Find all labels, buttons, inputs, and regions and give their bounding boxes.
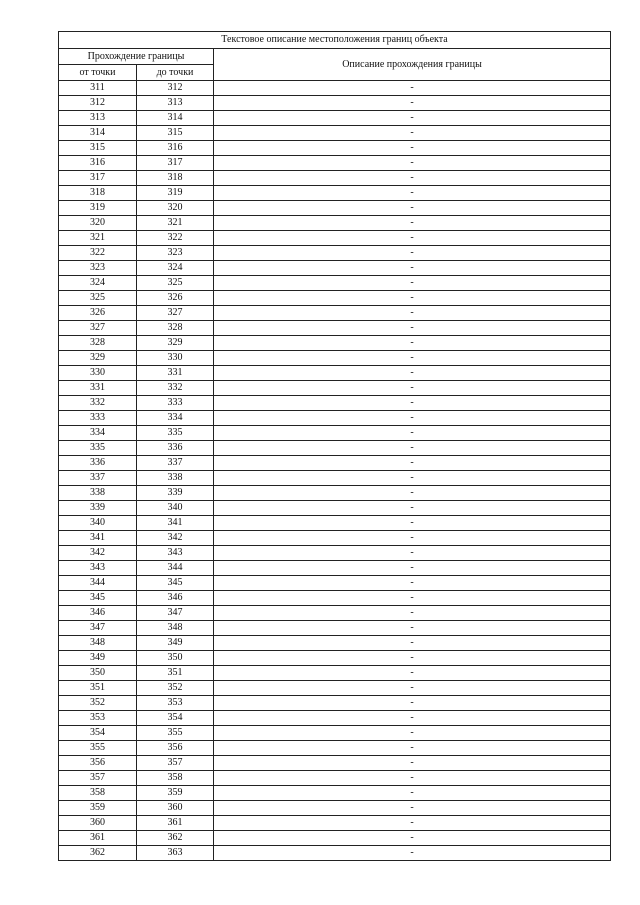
cell-from-point: 313 xyxy=(59,111,137,126)
cell-to-point: 346 xyxy=(137,591,214,606)
table-row xyxy=(59,96,611,111)
cell-description: - xyxy=(214,771,611,786)
table-row xyxy=(59,666,611,681)
table-row xyxy=(59,186,611,201)
table-row xyxy=(59,396,611,411)
cell-description: - xyxy=(214,651,611,666)
cell-to-point: 352 xyxy=(137,681,214,696)
cell-to-point: 317 xyxy=(137,156,214,171)
cell-to-point: 348 xyxy=(137,621,214,636)
cell-from-point: 335 xyxy=(59,441,137,456)
table-row xyxy=(59,246,611,261)
cell-description: - xyxy=(214,231,611,246)
cell-from-point: 317 xyxy=(59,171,137,186)
cell-from-point: 314 xyxy=(59,126,137,141)
table-row xyxy=(59,561,611,576)
cell-from-point: 340 xyxy=(59,516,137,531)
cell-description: - xyxy=(214,246,611,261)
cell-to-point: 355 xyxy=(137,726,214,741)
table-row xyxy=(59,771,611,786)
cell-description: - xyxy=(214,276,611,291)
table-row xyxy=(59,786,611,801)
table-row xyxy=(59,651,611,666)
cell-description: - xyxy=(214,621,611,636)
cell-from-point: 361 xyxy=(59,831,137,846)
table-row xyxy=(59,471,611,486)
cell-from-point: 349 xyxy=(59,651,137,666)
cell-to-point: 319 xyxy=(137,186,214,201)
table-row xyxy=(59,171,611,186)
table-row xyxy=(59,846,611,861)
cell-to-point: 362 xyxy=(137,831,214,846)
column-header-to-point: до точки xyxy=(137,65,214,81)
cell-from-point: 332 xyxy=(59,396,137,411)
cell-description: - xyxy=(214,201,611,216)
cell-to-point: 356 xyxy=(137,741,214,756)
cell-from-point: 356 xyxy=(59,756,137,771)
table-row xyxy=(59,126,611,141)
table-row xyxy=(59,456,611,471)
cell-to-point: 342 xyxy=(137,531,214,546)
cell-from-point: 323 xyxy=(59,261,137,276)
cell-to-point: 318 xyxy=(137,171,214,186)
cell-from-point: 325 xyxy=(59,291,137,306)
cell-to-point: 326 xyxy=(137,291,214,306)
cell-from-point: 353 xyxy=(59,711,137,726)
cell-from-point: 311 xyxy=(59,81,137,96)
cell-description: - xyxy=(214,726,611,741)
cell-to-point: 341 xyxy=(137,516,214,531)
cell-to-point: 351 xyxy=(137,666,214,681)
cell-to-point: 338 xyxy=(137,471,214,486)
table-body xyxy=(59,81,611,861)
cell-to-point: 327 xyxy=(137,306,214,321)
group-header-boundary-passage: Прохождение границы xyxy=(59,49,214,65)
cell-description: - xyxy=(214,711,611,726)
cell-description: - xyxy=(214,516,611,531)
table-title: Текстовое описание местоположения границ объекта xyxy=(59,32,611,49)
cell-to-point: 363 xyxy=(137,846,214,861)
boundary-description-table xyxy=(58,31,611,861)
table-row xyxy=(59,681,611,696)
cell-from-point: 315 xyxy=(59,141,137,156)
cell-from-point: 322 xyxy=(59,246,137,261)
cell-from-point: 327 xyxy=(59,321,137,336)
table-row xyxy=(59,441,611,456)
cell-description: - xyxy=(214,831,611,846)
cell-to-point: 334 xyxy=(137,411,214,426)
cell-description: - xyxy=(214,816,611,831)
cell-description: - xyxy=(214,576,611,591)
cell-description: - xyxy=(214,756,611,771)
cell-to-point: 354 xyxy=(137,711,214,726)
table-row xyxy=(59,231,611,246)
cell-description: - xyxy=(214,366,611,381)
cell-from-point: 344 xyxy=(59,576,137,591)
table-row xyxy=(59,336,611,351)
table-row xyxy=(59,546,611,561)
cell-from-point: 321 xyxy=(59,231,137,246)
table-row xyxy=(59,501,611,516)
cell-to-point: 361 xyxy=(137,816,214,831)
table-row xyxy=(59,201,611,216)
cell-description: - xyxy=(214,426,611,441)
cell-to-point: 345 xyxy=(137,576,214,591)
cell-to-point: 312 xyxy=(137,81,214,96)
cell-to-point: 324 xyxy=(137,261,214,276)
table-row xyxy=(59,726,611,741)
cell-to-point: 325 xyxy=(137,276,214,291)
table-row xyxy=(59,636,611,651)
cell-to-point: 339 xyxy=(137,486,214,501)
cell-to-point: 315 xyxy=(137,126,214,141)
cell-to-point: 323 xyxy=(137,246,214,261)
cell-from-point: 351 xyxy=(59,681,137,696)
cell-to-point: 336 xyxy=(137,441,214,456)
cell-description: - xyxy=(214,156,611,171)
cell-description: - xyxy=(214,486,611,501)
cell-to-point: 314 xyxy=(137,111,214,126)
table-row xyxy=(59,366,611,381)
cell-from-point: 357 xyxy=(59,771,137,786)
cell-to-point: 340 xyxy=(137,501,214,516)
cell-from-point: 319 xyxy=(59,201,137,216)
table-row xyxy=(59,111,611,126)
cell-description: - xyxy=(214,96,611,111)
cell-description: - xyxy=(214,531,611,546)
cell-description: - xyxy=(214,216,611,231)
cell-to-point: 337 xyxy=(137,456,214,471)
table-row xyxy=(59,156,611,171)
cell-from-point: 329 xyxy=(59,351,137,366)
cell-description: - xyxy=(214,696,611,711)
cell-from-point: 347 xyxy=(59,621,137,636)
table-row xyxy=(59,831,611,846)
table-row xyxy=(59,141,611,156)
cell-description: - xyxy=(214,801,611,816)
cell-to-point: 349 xyxy=(137,636,214,651)
table-row xyxy=(59,81,611,96)
cell-from-point: 343 xyxy=(59,561,137,576)
table-row xyxy=(59,756,611,771)
cell-to-point: 343 xyxy=(137,546,214,561)
table-row xyxy=(59,711,611,726)
table-group-header-row xyxy=(59,49,611,65)
table-row xyxy=(59,576,611,591)
cell-description: - xyxy=(214,846,611,861)
cell-to-point: 347 xyxy=(137,606,214,621)
cell-from-point: 362 xyxy=(59,846,137,861)
cell-from-point: 350 xyxy=(59,666,137,681)
cell-from-point: 346 xyxy=(59,606,137,621)
cell-to-point: 358 xyxy=(137,771,214,786)
cell-description: - xyxy=(214,546,611,561)
table-row xyxy=(59,291,611,306)
cell-description: - xyxy=(214,591,611,606)
cell-from-point: 339 xyxy=(59,501,137,516)
cell-from-point: 312 xyxy=(59,96,137,111)
cell-from-point: 326 xyxy=(59,306,137,321)
table-row xyxy=(59,606,611,621)
cell-description: - xyxy=(214,111,611,126)
table-row xyxy=(59,801,611,816)
cell-from-point: 358 xyxy=(59,786,137,801)
table-row xyxy=(59,321,611,336)
cell-to-point: 313 xyxy=(137,96,214,111)
table-row xyxy=(59,306,611,321)
cell-from-point: 342 xyxy=(59,546,137,561)
cell-description: - xyxy=(214,666,611,681)
table-row xyxy=(59,381,611,396)
cell-to-point: 316 xyxy=(137,141,214,156)
cell-description: - xyxy=(214,141,611,156)
cell-to-point: 329 xyxy=(137,336,214,351)
cell-to-point: 322 xyxy=(137,231,214,246)
table-row xyxy=(59,426,611,441)
table-row xyxy=(59,621,611,636)
table-row xyxy=(59,351,611,366)
cell-to-point: 332 xyxy=(137,381,214,396)
cell-to-point: 331 xyxy=(137,366,214,381)
cell-to-point: 350 xyxy=(137,651,214,666)
table-row xyxy=(59,816,611,831)
cell-from-point: 316 xyxy=(59,156,137,171)
cell-to-point: 333 xyxy=(137,396,214,411)
cell-from-point: 354 xyxy=(59,726,137,741)
cell-from-point: 328 xyxy=(59,336,137,351)
cell-description: - xyxy=(214,741,611,756)
cell-from-point: 334 xyxy=(59,426,137,441)
cell-description: - xyxy=(214,561,611,576)
cell-from-point: 345 xyxy=(59,591,137,606)
cell-description: - xyxy=(214,351,611,366)
cell-from-point: 320 xyxy=(59,216,137,231)
cell-to-point: 335 xyxy=(137,426,214,441)
table-title-row xyxy=(59,32,611,49)
cell-from-point: 352 xyxy=(59,696,137,711)
cell-from-point: 318 xyxy=(59,186,137,201)
cell-description: - xyxy=(214,501,611,516)
cell-to-point: 353 xyxy=(137,696,214,711)
table-row xyxy=(59,216,611,231)
cell-description: - xyxy=(214,321,611,336)
cell-description: - xyxy=(214,681,611,696)
table-row xyxy=(59,531,611,546)
cell-from-point: 337 xyxy=(59,471,137,486)
cell-description: - xyxy=(214,126,611,141)
cell-description: - xyxy=(214,291,611,306)
table-row xyxy=(59,591,611,606)
cell-description: - xyxy=(214,306,611,321)
cell-to-point: 330 xyxy=(137,351,214,366)
cell-to-point: 357 xyxy=(137,756,214,771)
cell-from-point: 330 xyxy=(59,366,137,381)
table-row xyxy=(59,696,611,711)
cell-from-point: 331 xyxy=(59,381,137,396)
column-header-description: Описание прохождения границы xyxy=(214,49,611,81)
cell-from-point: 336 xyxy=(59,456,137,471)
cell-from-point: 359 xyxy=(59,801,137,816)
cell-to-point: 328 xyxy=(137,321,214,336)
cell-to-point: 321 xyxy=(137,216,214,231)
cell-description: - xyxy=(214,381,611,396)
cell-to-point: 359 xyxy=(137,786,214,801)
cell-description: - xyxy=(214,471,611,486)
cell-description: - xyxy=(214,186,611,201)
cell-from-point: 324 xyxy=(59,276,137,291)
cell-from-point: 341 xyxy=(59,531,137,546)
cell-description: - xyxy=(214,786,611,801)
cell-description: - xyxy=(214,336,611,351)
table-row xyxy=(59,516,611,531)
cell-description: - xyxy=(214,261,611,276)
table-row xyxy=(59,261,611,276)
cell-from-point: 348 xyxy=(59,636,137,651)
column-header-from-point: от точки xyxy=(59,65,137,81)
table-row xyxy=(59,411,611,426)
table-row xyxy=(59,276,611,291)
cell-from-point: 355 xyxy=(59,741,137,756)
cell-description: - xyxy=(214,606,611,621)
table-row xyxy=(59,486,611,501)
cell-description: - xyxy=(214,171,611,186)
cell-to-point: 344 xyxy=(137,561,214,576)
cell-description: - xyxy=(214,81,611,96)
cell-from-point: 338 xyxy=(59,486,137,501)
cell-description: - xyxy=(214,441,611,456)
cell-description: - xyxy=(214,636,611,651)
cell-from-point: 333 xyxy=(59,411,137,426)
cell-from-point: 360 xyxy=(59,816,137,831)
cell-description: - xyxy=(214,411,611,426)
table-row xyxy=(59,741,611,756)
cell-to-point: 320 xyxy=(137,201,214,216)
cell-description: - xyxy=(214,456,611,471)
cell-to-point: 360 xyxy=(137,801,214,816)
cell-description: - xyxy=(214,396,611,411)
